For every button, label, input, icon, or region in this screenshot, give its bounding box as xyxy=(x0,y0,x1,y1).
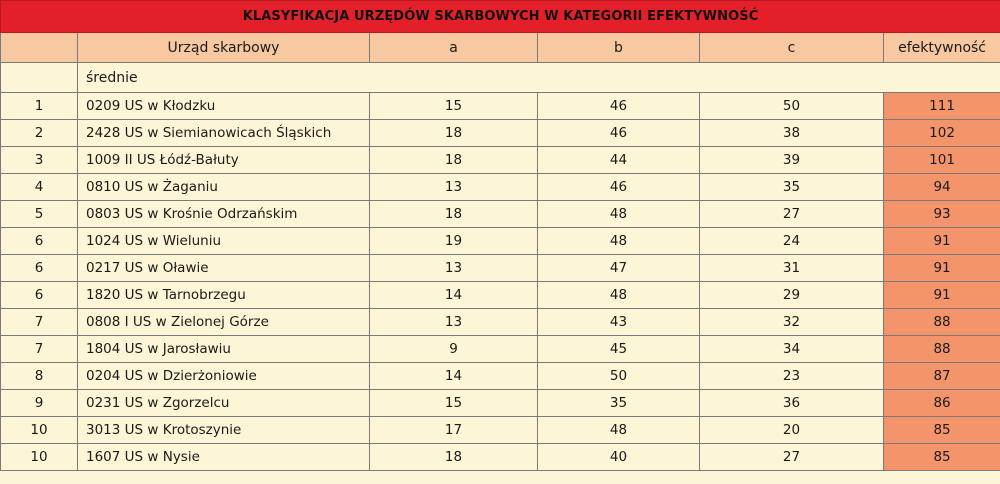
office-name-cell: 1009 II US Łódź-Bałuty xyxy=(78,147,370,174)
office-name-cell: 2428 US w Siemianowicach Śląskich xyxy=(78,120,370,147)
value-b-cell: 45 xyxy=(538,336,700,363)
value-c-cell: 24 xyxy=(700,228,884,255)
office-name-cell: 0803 US w Krośnie Odrzańskim xyxy=(78,201,370,228)
value-b-cell: 48 xyxy=(538,228,700,255)
value-c-cell: 27 xyxy=(700,444,884,471)
table-row xyxy=(1,309,1000,336)
rank-cell: 5 xyxy=(1,201,78,228)
table-row xyxy=(1,120,1000,147)
efficiency-cell: 101 xyxy=(884,147,1000,174)
efficiency-cell: 88 xyxy=(884,309,1000,336)
office-name-cell: 0808 I US w Zielonej Górze xyxy=(78,309,370,336)
rank-cell: 7 xyxy=(1,336,78,363)
efficiency-cell: 87 xyxy=(884,363,1000,390)
rank-cell: 10 xyxy=(1,444,78,471)
value-b-cell: 35 xyxy=(538,390,700,417)
rank-cell: 6 xyxy=(1,255,78,282)
table-title: KLASYFIKACJA URZĘDÓW SKARBOWYCH W KATEGORII EFEKTYWNOŚĆ xyxy=(1,1,1000,33)
value-b-cell: 48 xyxy=(538,201,700,228)
office-name-cell: 0209 US w Kłodzku xyxy=(78,93,370,120)
efficiency-cell: 111 xyxy=(884,93,1000,120)
office-name-cell: 0810 US w Żaganiu xyxy=(78,174,370,201)
value-b-cell: 47 xyxy=(538,255,700,282)
value-b-cell: 48 xyxy=(538,417,700,444)
value-c-cell: 34 xyxy=(700,336,884,363)
title-row xyxy=(1,1,1000,33)
value-a-cell: 17 xyxy=(370,417,538,444)
value-b-cell: 43 xyxy=(538,309,700,336)
value-a-cell: 14 xyxy=(370,363,538,390)
efficiency-cell: 85 xyxy=(884,444,1000,471)
value-a-cell: 15 xyxy=(370,93,538,120)
value-a-cell: 18 xyxy=(370,120,538,147)
value-c-cell: 29 xyxy=(700,282,884,309)
rank-cell: 6 xyxy=(1,282,78,309)
rank-cell: 7 xyxy=(1,309,78,336)
rank-cell: 3 xyxy=(1,147,78,174)
value-a-cell: 15 xyxy=(370,390,538,417)
table-row xyxy=(1,336,1000,363)
table-row xyxy=(1,174,1000,201)
value-b-cell: 44 xyxy=(538,147,700,174)
header-b: b xyxy=(538,33,700,63)
header-a: a xyxy=(370,33,538,63)
table-row xyxy=(1,255,1000,282)
value-c-cell: 23 xyxy=(700,363,884,390)
efficiency-cell: 94 xyxy=(884,174,1000,201)
rank-cell: 8 xyxy=(1,363,78,390)
value-c-cell: 31 xyxy=(700,255,884,282)
value-c-cell: 36 xyxy=(700,390,884,417)
rank-cell: 9 xyxy=(1,390,78,417)
efficiency-cell: 86 xyxy=(884,390,1000,417)
table-row xyxy=(1,363,1000,390)
rank-cell: 4 xyxy=(1,174,78,201)
value-a-cell: 18 xyxy=(370,201,538,228)
value-c-cell: 50 xyxy=(700,93,884,120)
table-row xyxy=(1,93,1000,120)
value-c-cell: 35 xyxy=(700,174,884,201)
value-a-cell: 13 xyxy=(370,255,538,282)
value-c-cell: 27 xyxy=(700,201,884,228)
efficiency-cell: 91 xyxy=(884,255,1000,282)
efficiency-cell: 102 xyxy=(884,120,1000,147)
table-row xyxy=(1,390,1000,417)
rank-cell: 1 xyxy=(1,93,78,120)
value-a-cell: 13 xyxy=(370,174,538,201)
efficiency-cell: 88 xyxy=(884,336,1000,363)
table-row xyxy=(1,282,1000,309)
efficiency-cell: 93 xyxy=(884,201,1000,228)
rank-cell: 6 xyxy=(1,228,78,255)
header-rank xyxy=(1,33,78,63)
value-c-cell: 39 xyxy=(700,147,884,174)
efficiency-cell: 91 xyxy=(884,228,1000,255)
office-name-cell: 1820 US w Tarnobrzegu xyxy=(78,282,370,309)
office-name-cell: 0217 US w Oławie xyxy=(78,255,370,282)
header-row xyxy=(1,33,1000,63)
rank-cell: 2 xyxy=(1,120,78,147)
value-b-cell: 46 xyxy=(538,174,700,201)
efficiency-cell: 85 xyxy=(884,417,1000,444)
value-a-cell: 13 xyxy=(370,309,538,336)
header-c: c xyxy=(700,33,884,63)
office-name-cell: 1804 US w Jarosławiu xyxy=(78,336,370,363)
table-row xyxy=(1,444,1000,471)
header-efficiency: efektywność xyxy=(884,33,1000,63)
value-b-cell: 46 xyxy=(538,120,700,147)
table-row xyxy=(1,201,1000,228)
value-a-cell: 9 xyxy=(370,336,538,363)
value-a-cell: 18 xyxy=(370,147,538,174)
group-row xyxy=(1,63,1000,93)
office-name-cell: 1024 US w Wieluniu xyxy=(78,228,370,255)
value-a-cell: 14 xyxy=(370,282,538,309)
value-c-cell: 32 xyxy=(700,309,884,336)
value-c-cell: 38 xyxy=(700,120,884,147)
efficiency-cell: 91 xyxy=(884,282,1000,309)
value-a-cell: 18 xyxy=(370,444,538,471)
office-name-cell: 3013 US w Krotoszynie xyxy=(78,417,370,444)
group-rank-cell xyxy=(1,63,78,93)
table-row xyxy=(1,228,1000,255)
value-b-cell: 40 xyxy=(538,444,700,471)
office-name-cell: 1607 US w Nysie xyxy=(78,444,370,471)
value-b-cell: 48 xyxy=(538,282,700,309)
value-b-cell: 46 xyxy=(538,93,700,120)
table-row xyxy=(1,147,1000,174)
value-a-cell: 19 xyxy=(370,228,538,255)
table-row xyxy=(1,417,1000,444)
rank-cell: 10 xyxy=(1,417,78,444)
office-name-cell: 0204 US w Dzierżoniowie xyxy=(78,363,370,390)
office-name-cell: 0231 US w Zgorzelcu xyxy=(78,390,370,417)
group-label: średnie xyxy=(78,63,1000,93)
header-name: Urząd skarbowy xyxy=(78,33,370,63)
value-b-cell: 50 xyxy=(538,363,700,390)
value-c-cell: 20 xyxy=(700,417,884,444)
